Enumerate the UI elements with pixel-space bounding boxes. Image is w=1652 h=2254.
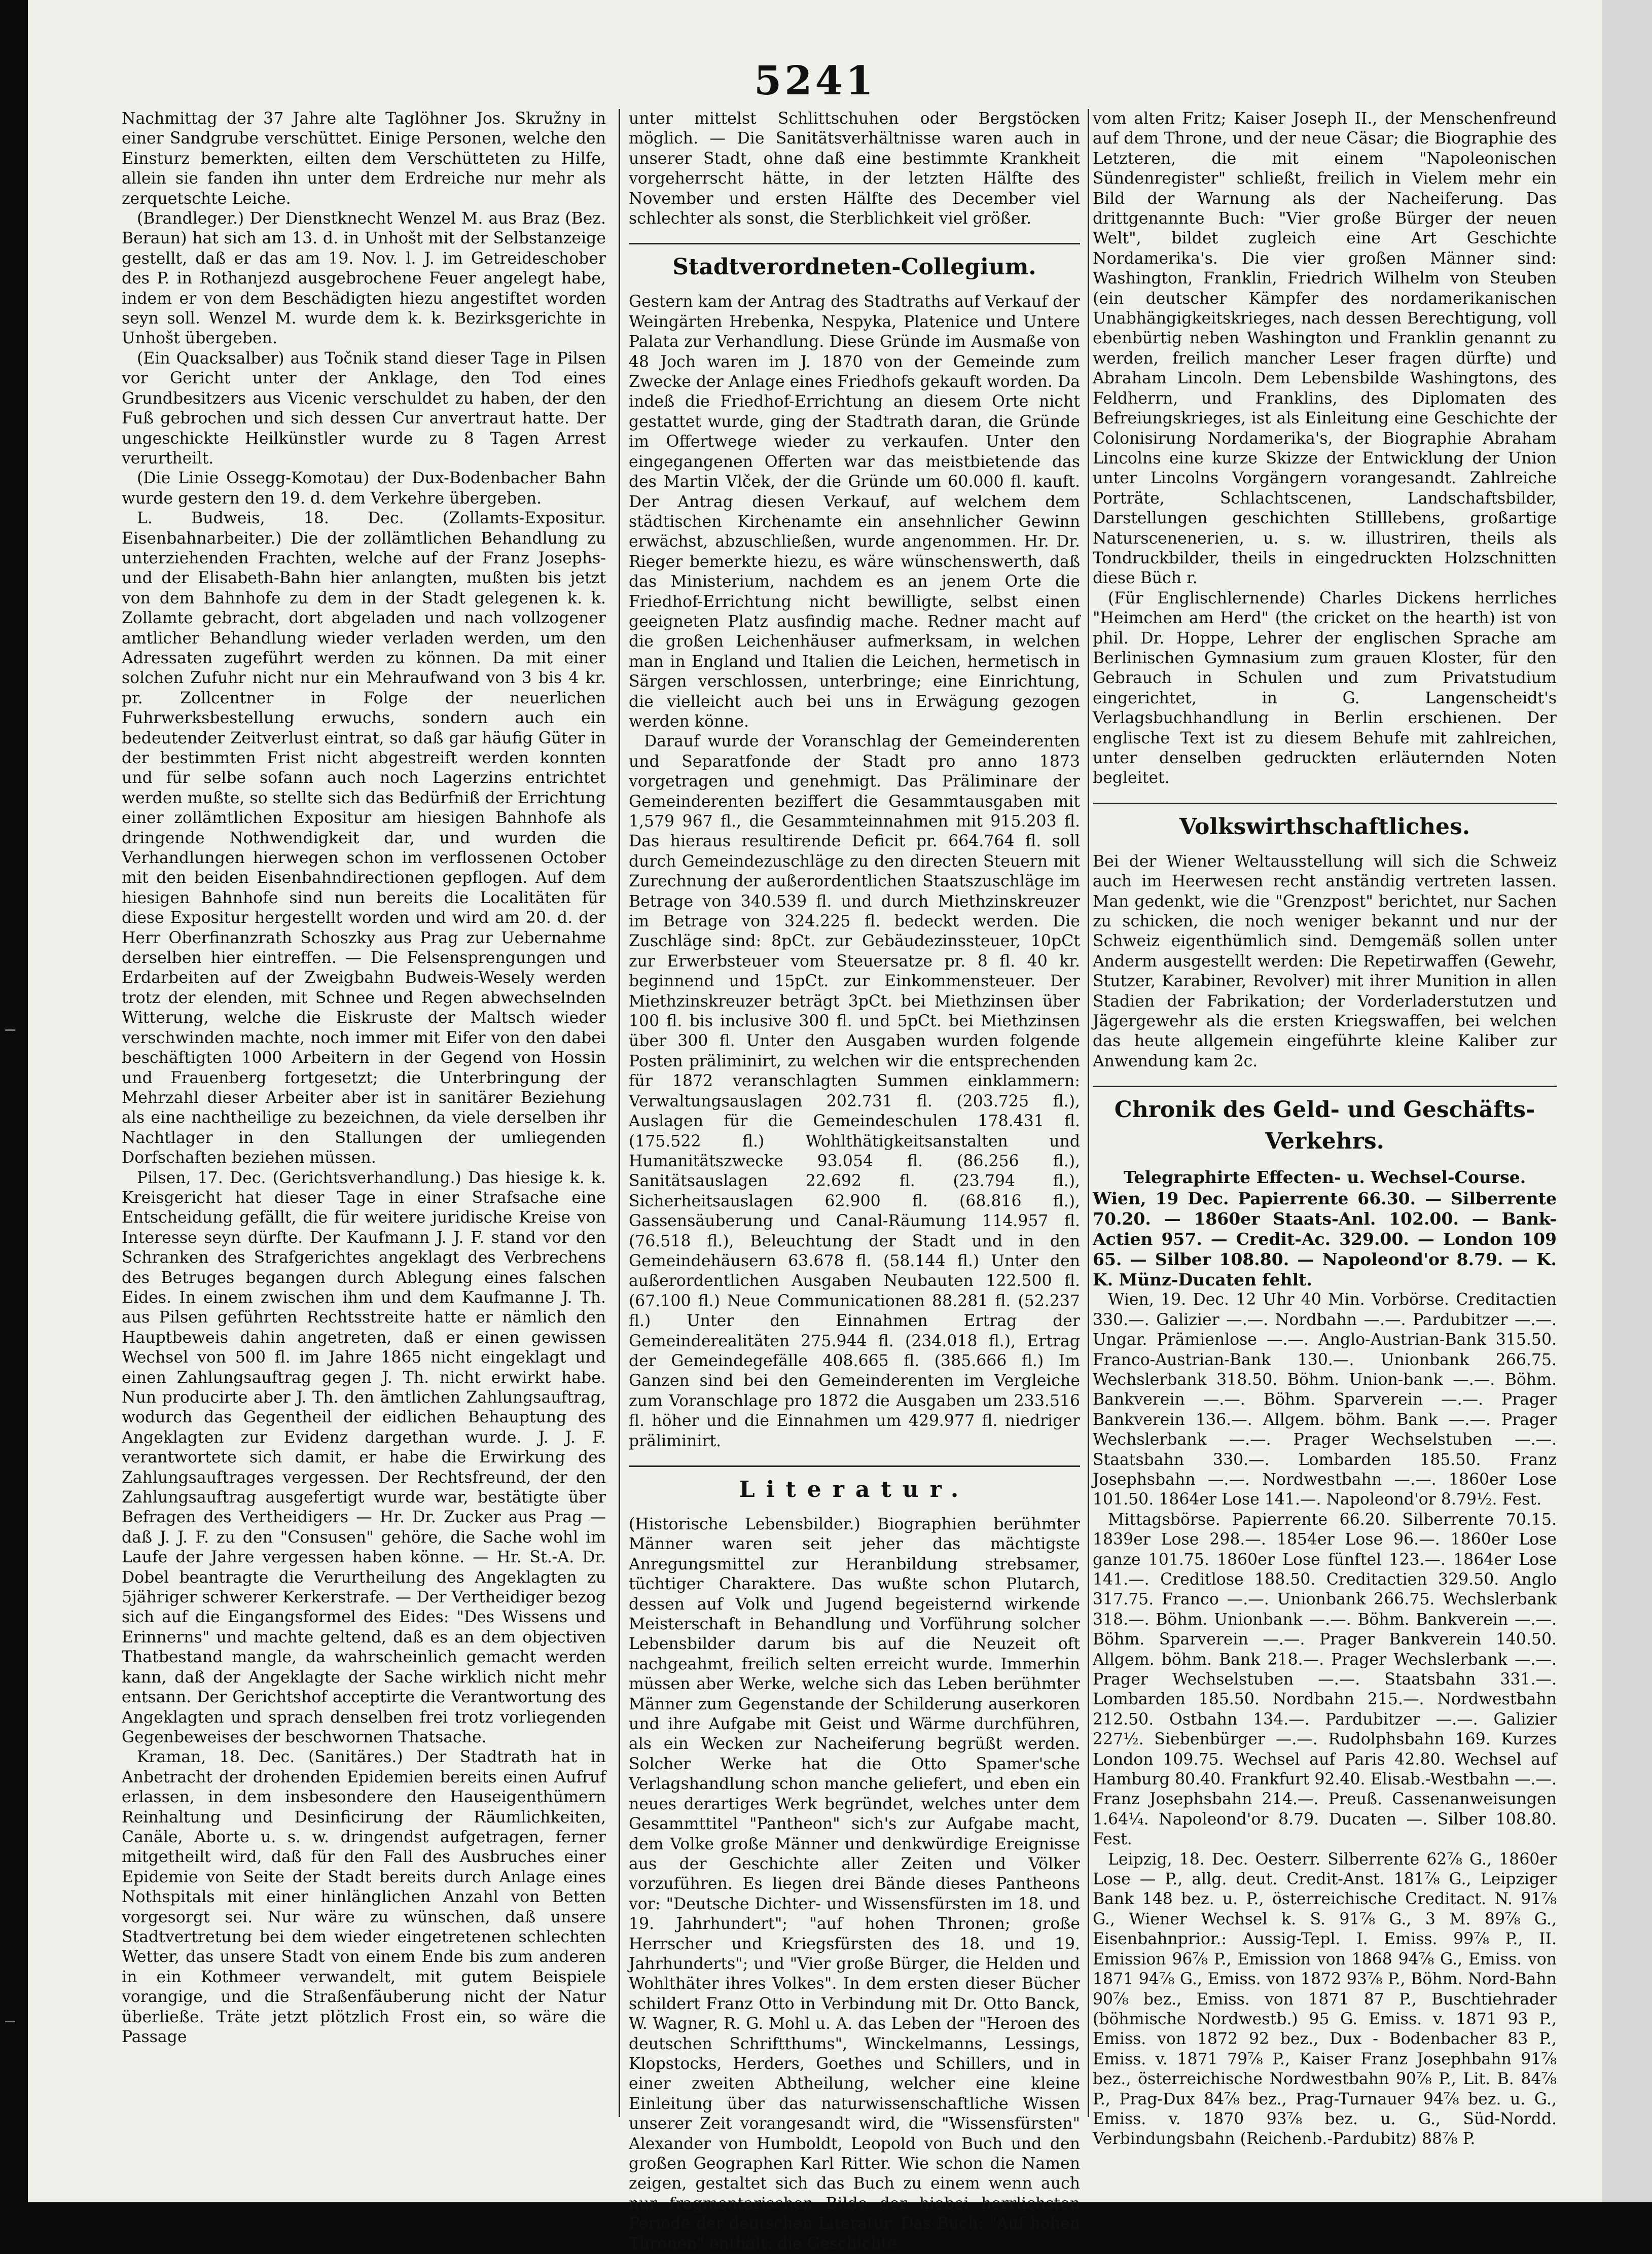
section-heading: Volkswirthschaftliches.	[1093, 803, 1557, 843]
article-paragraph: (Für Englischlernende) Charles Dickens herrliches "Heimchen am Herd" (the cricket on the hearth) ist von phil. Dr. Hoppe, Lehrer der englischen Sprache am Berlinischen Gymnasium zum grauen Kloster, für den Gebrauch in Schulen und zum Privatstudium eingerichtet, in G. Langenscheidt's Verlagsbuchhandlung in Berlin erschienen. Der englische Text ist zu diesem Behufe mit zahlreichen, unter denselben gedruckten erläuternden Noten begleitet.	[1093, 589, 1557, 788]
column-2	[629, 109, 1080, 2253]
page-number: 5241	[753, 58, 877, 104]
article-paragraph: Pilsen, 17. Dec. (Gerichtsverhandlung.) Das hiesige k. k. Kreisgericht hat dieser Tage in einer Strafsache eine Entscheidung gefällt, die für weitere juridische Kreise von Interesse seyn dürfte. Der Kaufmann J. J. F. stand vor den Schranken des Strafgerichtes angeklagt des Verbrechens des Betruges begangen durch Ablegung eines falschen Eides. In einem zwischen ihm und dem Kaufmanne J. Th. aus Pilsen geführten Rechtsstreite hatte er nämlich den Hauptbeweis dahin angetreten, daß er einen gewissen Wechsel von 500 fl. im Jahre 1865 nicht eingeklagt und einen Zahlungsauftrag gegen J. Th. nicht erwirkt habe. Nun producirte aber J. Th. den ämtlichen Zahlungsauftrag, wodurch das Gegentheil der eidlichen Behauptung des Angeklagten zur Evidenz dargethan wurde. J. J. F. verantwortete sich damit, er habe die Erwirkung des Zahlungsauftrages vergessen. Der Rechtsfreund, der den Zahlungsauftrag ausgefertigt wurde war, bestätigte über Befragen des Vertheidigers — Hr. Dr. Zucker aus Prag — daß J. J. F. zu den "Consusen" gehöre, die Sache wohl im Laufe der Jahre vergessen haben könne. — Hr. St.-A. Dr. Dobel beantragte die Verurtheilung des Angeklagten zu 5jähriger schwerer Kerkerstrafe. — Der Vertheidiger bezog sich auf die Eingangsformel des Eides: "Des Wissens und Erinnerns" und machte geltend, daß es an dem objectiven Thatbestand mangle, da wahrscheinlich gemacht werden kann, daß der Angeklagte der Sache wirklich nicht mehr entsann. Der Gerichtshof acceptirte die Verantwortung des Angeklagten und sprach denselben frei trotz vorliegenden Gegenbeweises der beschwornen Thatsache.	[122, 1168, 606, 1746]
article-paragraph: vom alten Fritz; Kaiser Joseph II., der Menschenfreund auf dem Throne, und der neue Cäsar; die Biographie des Letzteren, die mit einem "Napoleonischen Sündenregister" schließt, freilich in Vielem mehr ein Bild der Warnung als der Nacheiferung. Das drittgenannte Buch: "Vier große Bürger der neuen Welt", bildet zugleich eine Art Geschichte Nordamerika's. Die vier großen Männer sind: Washington, Franklin, Friedrich Wilhelm von Steuben (ein deutscher Kämpfer des nordamerikanischen Unabhängigkeitskrieges, nach dessen Berechtigung, voll ebenbürtig neben Washington und Franklin genannt zu werden, freilich mancher Leser fragen dürfte) und Abraham Lincoln. Dem Lebensbilde Washingtons, des Feldherrn, und Franklins, des Diplomaten des Befreiungskrieges, ist als Einleitung eine Geschichte der Colonisirung Nordamerika's, der Biographie Abraham Lincolns eine kurze Skizze der Entwicklung der Union unter Lincolns Vorgängern vorangesandt. Zahlreiche Porträte, Schlachtscenen, Landschaftsbilder, Darstellungen geschichten Stilllebens, großartige Naturscenenerien, u. s. w. illustriren, theils als Tondruckbilder, theils in eingedruckten Holzschnitten diese Büch r.	[1093, 110, 1557, 588]
article-paragraph: Gestern kam der Antrag des Stadtraths auf Verkauf der Weingärten Hrebenka, Nespyka, Platenice und Untere Palata zur Verhandlung. Diese Gründe im Ausmaße von 48 Joch waren im J. 1870 von der Gemeinde zum Zwecke der Anlage eines Friedhofs gekauft worden. Da indeß die Friedhof-Errichtung an diesem Orte nicht gestattet wurde, ging der Stadtrath daran, die Gründe im Offertwege wieder zu verkaufen. Unter den eingegangenen Offerten war das meistbietende das des Martin Vlček, der die Gründe um 60.000 fl. kauft. Der Antrag diesen Verkauf, auf welchem dem städtischen Kirchenamte ein ansehnlicher Gewinn erwächst, abzuschließen, wurde angenommen. Hr. Dr. Rieger bemerkte hiezu, es wäre wünschenswerth, daß das Ministerium, nachdem es an jenem Orte die Friedhof-Errichtung nicht bewilligte, selbst einen geeigneten Platz ausfindig mache. Redner macht auf die großen Leichenhäuser aufmerksam, in welchen man in England und Italien die Leichen, hermetisch in Särgen verschlossen, unterbringe; eine Einrichtung, die vielleicht auch bei uns in Erwägung gezogen werden könne.	[629, 293, 1080, 731]
column-1	[122, 109, 606, 2132]
column-rule	[619, 109, 620, 2117]
newspaper-page	[28, 0, 1602, 2253]
section-heading: Chronik des Geld- und Geschäfts-Verkehrs.	[1093, 1086, 1557, 1157]
column-rule	[1088, 109, 1089, 2117]
section-heading: Literatur.	[629, 1465, 1080, 1506]
article-paragraph: Kraman, 18. Dec. (Sanitäres.) Der Stadtrath hat in Anbetracht der drohenden Epidemien bereits einen Aufruf erlassen, in dem insbesondere den Hauseigenthümern Reinhaltung und Desinficirung der Räumlichkeiten, Canäle, Aborte u. s. w. dringendst aufgetragen, ferner mitgetheilt wird, daß für den Fall des Ausbruches einer Epidemie von Seite der Stadt bereits durch Anlage eines Nothspitals mit einer hinlänglichen Anzahl von Betten vorgesorgt sei. Nur wäre zu wünschen, daß unsere Stadtvertretung bei dem wieder eingetretenen schlechten Wetter, das unsere Stadt von einem Ende bis zum anderen in ein Kothmeer verwandelt, mit gutem Beispiele vorangige, und die Straßenfäuberung nicht der Natur überließe. Träte jetzt plötzlich Frost ein, so wäre die Passage	[122, 1748, 606, 2046]
section-subheading: Telegraphirte Effecten- u. Wechsel-Course.	[1123, 1167, 1526, 1188]
market-report: Mittagsbörse. Papierrente 66.20. Silberrente 70.15. 1839er Lose 298.—. 1854er Lose 96.—. 1860er Lose ganze 101.75. 1860er Lose fünftel 123.—. 1864er Lose 141.—. Creditlose 188.50. Creditactien 329.50. Anglo 317.75. Franco —.—. Unionbank 266.75. Wechslerbank 318.—. Böhm. Unionbank —.—. Böhm. Bankverein —.—. Böhm. Sparverein —.—. Prager Bankverein 140.50. Allgem. böhm. Bank 218.—. Prager Wechslerbank —.—. Prager Wechselstuben —.—. Staatsbahn 331.—. Lombarden 185.50. Nordbahn 215.—. Nordwestbahn 212.50. Ostbahn 134.—. Pardubitzer —.—. Galizier 227½. Siebenbürger —.—. Rudolphsbahn 169. Kurzes London 109.75. Wechsel auf Paris 42.80. Wechsel auf Hamburg 80.40. Frankfurt 92.40. Elisab.-Westbahn —.—. Franz Josephsbahn 214.—. Preuß. Cassenanweisungen 1.64¼. Napoleond'or 8.79. Ducaten —. Silber 108.80. Fest.	[1093, 1510, 1557, 1849]
article-paragraph: L. Budweis, 18. Dec. (Zollamts-Expositur. Eisenbahnarbeiter.) Die der zollämtlichen Behandlung zu unterziehenden Frachten, welche auf der Franz Josephs- und der Elisabeth-Bahn hier anlangten, mußten bis jetzt von dem Bahnhofe zu dem in der Stadt gelegenen k. k. Zollamte gebracht, dort abgeladen und nach vollzogener amtlicher Behandlung wieder verladen werden, um den Adressaten zugeführt werden zu können. Da mit einer solchen Zufuhr nicht nur ein Mehraufwand von 3 bis 4 kr. pr. Zollcentner in Folge der neuerlichen Fuhrwerksbestellung erwuchs, sondern auch ein bedeutender Zeitverlust eintrat, so daß gar häufig Güter in der bestimmten Frist nicht abgestreift werden konnten und für selbe sofann auch noch Lagerzins entrichtet werden mußte, so stellte sich das Bedürfniß der Errichtung einer zollämtlichen Expositur am hiesigen Bahnhofe als dringende Nothwendigkeit dar, und wurden die Verhandlungen hierwegen schon im verflossenen October mit den beiden Eisenbahndirectionen gepflogen. Auf dem hiesigen Bahnhofe sind nun bereits die Localitäten für diese Expositur hergestellt worden und wird am 20. d. der Herr Oberfinanzrath Schoszky aus Prag zur Uebernahme derselben hier eintreffen. — Die Felsensprengungen und Erdarbeiten auf der Zweigbahn Budweis-Wesely werden trotz der elenden, mit Schnee und Regen abwechselnden Witterung, welche die Eiskruste der Maltsch wieder verschwinden machte, noch immer mit Eifer von den dabei beschäftigten 1000 Arbeitern in der Gegend von Hossin und Frauenberg fortgesetzt; die Unterbringung der Mehrzahl dieser Arbeiter aber ist in sanitärer Beziehung als eine nachtheilige zu bezeichnen, da viele derselben ihr Nachtlager in den Stallungen der umliegenden Dorfschaften beziehen müssen.	[122, 509, 606, 1167]
section-heading: Stadtverordneten-Collegium.	[629, 243, 1080, 283]
margin-mark	[5, 1029, 15, 1031]
article-paragraph: (Die Linie Ossegg-Komotau) der Dux-Bodenbacher Bahn wurde gestern den 19. d. dem Verkehre übergeben.	[122, 469, 606, 508]
article-paragraph: Bei der Wiener Weltausstellung will sich die Schweiz auch im Heerwesen recht anständig vertreten lassen. Man gedenkt, wie die "Grenzpost" berichtet, nur Sachen zu schicken, die noch weniger bekannt und nur der Schweiz eigenthümlich sind. Demgemäß sollen unter Anderm ausgestellt werden: Die Repetirwaffen (Gewehr, Stutzer, Karabiner, Revolver) mit ihrer Munition in allen Stadien der Fabrikation; der Vorderladerstutzen und Jägergewehr als die ersten Kriegswaffen, bei welchen das heute allgemein eingeführte kleine Kaliber zur Anwendung kam 2c.	[1093, 852, 1557, 1070]
column-3	[1093, 109, 1557, 2149]
article-paragraph: (Ein Quacksalber) aus Točnik stand dieser Tage in Pilsen vor Gericht unter der Anklage, den Tod eines Grundbesitzers aus Vicenic verschuldet zu haben, der den Fuß gebrochen und sich dessen Cur anvertraut hatte. Der ungeschickte Heilkünstler wurde zu 8 Tagen Arrest verurtheilt.	[122, 349, 606, 468]
margin-mark	[5, 2021, 15, 2022]
article-paragraph: Nachmittag der 37 Jahre alte Taglöhner Jos. Skružny in einer Sandgrube verschüttet. Einige Personen, welche den Einsturz bemerkten, eilten dem Verschütteten zu Hilfe, allein sie fanden ihn unter dem Erdreiche nur mehr als zerquetschte Leiche.	[122, 110, 606, 208]
market-report: Leipzig, 18. Dec. Oesterr. Silberrente 62⅞ G., 1860er Lose — P., allg. deut. Credit-Anst. 181⅞ G., Leipziger Bank 148 bez. u. P., österreichische Creditact. N. 91⅞ G., Wiener Wechsel k. S. 91⅞ G., 3 M. 89⅞ G., Eisenbahnprior.: Aussig-Tepl. I. Emiss. 99⅞ P., II. Emission 96⅞ P., Emission von 1868 94⅞ G., Emiss. von 1871 94⅞ G., Emiss. von 1872 93⅞ P., Böhm. Nord-Bahn 90⅞ bez., Emiss. von 1871 87 P., Buschtiehrader (böhmische Nordwestb.) 95 G. Emiss. v. 1871 93 P., Emiss. von 1872 92 bez., Dux - Bodenbacher 83 P., Emiss. v. 1871 79⅞ P., Kaiser Franz Josephbahn 91⅞ bez., österreichische Nordwestbahn 90⅞ P., Lit. B. 84⅞ P., Prag-Dux 84⅞ bez., Prag-Turnauer 94⅞ bez. u. G., Emiss. v. 1870 93⅞ bez. u. G., Süd-Nordd. Verbindungsbahn (Reichenb.-Pardubitz) 88⅞ P.	[1093, 1850, 1557, 2149]
article-paragraph: (Brandleger.) Der Dienstknecht Wenzel M. aus Braz (Bez. Beraun) hat sich am 13. d. in Unhošt mit der Selbstanzeige gestellt, daß er das am 19. Nov. l. J. im Getreideschober des P. in Rothanjezd ausgebrochene Feuer angelegt habe, indem er von dem Beschädigten hiezu angestiftet worden seyn soll. Wenzel M. wurde dem k. k. Bezirksgerichte in Unhošt übergeben.	[122, 209, 606, 348]
market-telegram: Wien, 19 Dec. Papierrente 66.30. — Silberrente 70.20. — 1860er Staats-Anl. 102.00. — Bank-Actien 957. — Credit-Ac. 329.00. — London 109 65. — Silber 108.80. — Napoleond'or 8.79. — K. K. Münz-Ducaten fehlt.	[1093, 1189, 1557, 1290]
market-report: Wien, 19. Dec. 12 Uhr 40 Min. Vorbörse. Creditactien 330.—. Galizier —.—. Nordbahn —.—. Pardubitzer —.—. Ungar. Prämienlose —.—. Anglo-Austrian-Bank 315.50. Franco-Austrian-Bank 130.—. Unionbank 266.75. Wechslerbank 318.50. Böhm. Union-bank —.—. Böhm. Bankverein —.—. Böhm. Sparverein —.—. Prager Bankverein 136.—. Allgem. böhm. Bank —.—. Prager Wechslerbank —.—. Prager Wechselstuben —.—. Staatsbahn 330.—. Lombarden 185.50. Franz Josephsbahn —.—. Nordwestbahn —.—. 1860er Lose 101.50. 1864er Lose 141.—. Napoleond'or 8.79½. Fest.	[1093, 1291, 1557, 1509]
article-paragraph: Darauf wurde der Voranschlag der Gemeinderenten und Separatfonde der Stadt pro anno 1873 vorgetragen und genehmigt. Das Präliminare der Gemeinderenten beziffert die Gesammtausgaben mit 1,579 967 fl., die Gesammteinnahmen mit 915.203 fl. Das hieraus resultirende Deficit pr. 664.764 fl. soll durch Gemeindezuschläge zu den directen Steuern mit Zurechnung der außerordentlichen Staatszuschläge im Betrage von 340.539 fl. und durch Miethzinskreuzer im Betrage von 324.225 fl. bedeckt werden. Die Zuschläge sind: 8pCt. zur Gebäudezinssteuer, 10pCt zur Erwerbsteuer vom Steuersatze pr. 8 fl. 40 kr. beginnend und 15pCt. zur Einkommensteuer. Der Miethzinskreuzer beträgt 3pCt. bei Miethzinsen über 100 fl. bis inclusive 300 fl. und 5pCt. bei Miethzinsen über 300 fl. Unter den Ausgaben wurden folgende Posten präliminirt, zu welchen wir die entsprechenden für 1872 veranschlagten Summen einklammern: Verwaltungsauslagen 202.731 fl. (203.725 fl.), Auslagen für die Gemeindeschulen 178.431 fl. (175.522 fl.) Wohlthätigkeitsanstalten und Humanitätszwecke 93.054 fl. (86.256 fl.), Sanitätsauslagen 22.692 fl. (23.794 fl.), Sicherheitsauslagen 62.900 fl. (68.816 fl.), Gassensäuberung und Canal-Räumung 114.957 fl. (76.518 fl.), Beleuchtung der Stadt und in den Gemeindehäusern 63.678 fl. (58.144 fl.) Unter den außerordentlichen Ausgaben Neubauten 122.500 fl. (67.100 fl.) Neue Communicationen 88.281 fl. (52.237 fl.) Unter den Einnahmen Ertrag der Gemeinderealitäten 275.944 fl. (234.018 fl.), Ertrag der Gemeindegefälle 408.665 fl. (385.666 fl.) Im Ganzen sind bei den Gemeinderenten im Vergleiche zum Voranschlage pro 1872 die Ausgaben um 233.516 fl. höher und die Einnahmen um 429.977 fl. niedriger präliminirt.	[629, 732, 1080, 1450]
scan-edge	[1602, 0, 1652, 2202]
article-paragraph: (Historische Lebensbilder.) Biographien berühmter Männer waren seit jeher das mächtigste Anregungsmittel zur Heranbildung strebsamer, tüchtiger Charaktere. Das wußte schon Plutarch, dessen auf Volk und Jugend begeisternd wirkende Meisterschaft in Behandlung und Vorführung solcher Lebensbilder darum bis auf die Neuzeit oft nachgeahmt, freilich selten erreicht wurde. Immerhin müssen aber Werke, welche sich das Leben berühmter Männer zum Gegenstande der Schilderung auserkoren und ihre Aufgabe mit Geist und Wärme durchführen, als ein Wecken zur Nacheiferung begrüßt werden. Solcher Werke hat die Otto Spamer'sche Verlagshandlung schon manche geliefert, und eben ein neues derartiges Werk begründet, welches unter dem Gesammttitel "Pantheon" sich's zur Aufgabe macht, dem Volke große Männer und denkwürdige Ereignisse aus der Geschichte aller Zeiten und Völker vorzuführen. Es liegen drei Bände dieses Pantheons vor: "Deutsche Dichter- und Wissensfürsten im 18. und 19. Jahrhundert"; "auf hohen Thronen; große Herrscher und Kriegsfürsten des 18. und 19. Jahrhunderts"; und "Vier große Bürger, die Helden und Wohlthäter ihres Volkes". In dem ersten dieser Bücher schildert Franz Otto in Verbindung mit Dr. Otto Banck, W. Wagner, R. G. Mohl u. A. das Leben der "Heroen des deutschen Schriftthums", Winckelmanns, Lessings, Klopstocks, Herders, Goethes und Schillers, und in einer zweiten Abtheilung, welcher eine kleine Einleitung über das naturwissenschaftliche Wissen unserer Zeit vorangesandt wird, die "Wissensfürsten" Alexander von Humboldt, Leopold von Buch und den großen Geographen Karl Ritter. Wie schon die Namen zeigen, gestaltet sich das Buch zu einem wenn auch nur fragmentarischen Bilde der hiebei herrlichsten Periode der deutschen Literatur. Das Buch: "Auf hohen Thronen" enthält: die Geschichte	[629, 1515, 1080, 2253]
article-paragraph: unter mittelst Schlittschuhen oder Bergstöcken möglich. — Die Sanitätsverhältnisse waren auch in unserer Stadt, ohne daß eine bestimmte Krankheit vorgeherrscht hätte, in der letzten Hälfte des November und ersten Hälfte des December viel schlechter als sonst, die Sterblichkeit viel größer.	[629, 110, 1080, 228]
